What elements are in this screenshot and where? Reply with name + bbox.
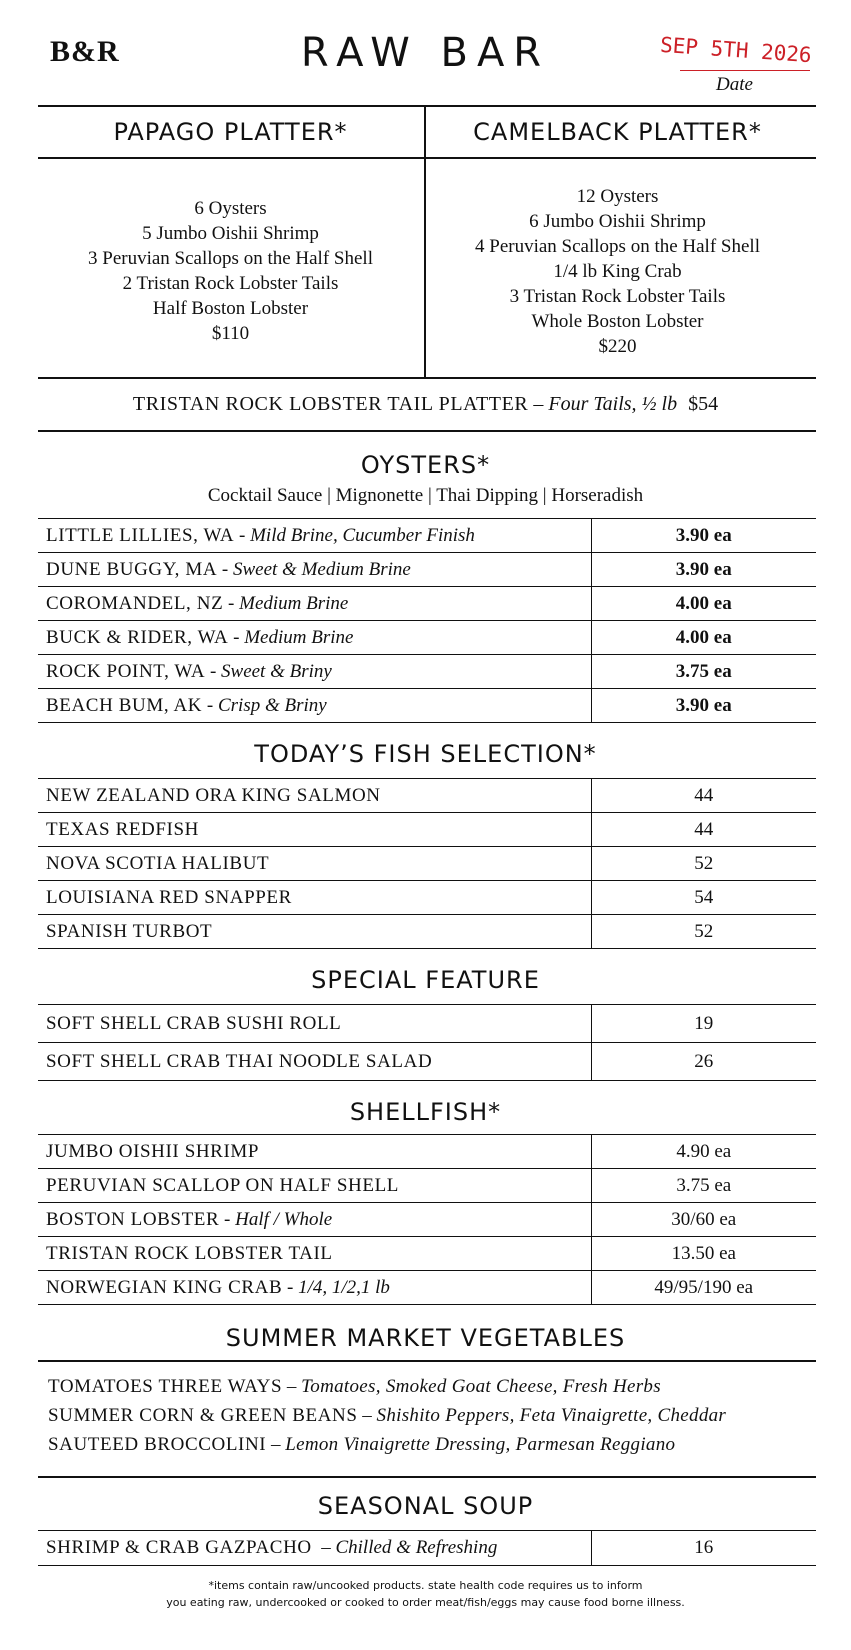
item-price: 4.00 ea [591,621,816,655]
item-price: 52 [591,847,816,881]
vegetable-item [48,1376,661,1398]
item-price: 26 [591,1043,816,1081]
item-cell [38,1531,591,1566]
section-title-vegetables: SUMMER MARKET VEGETABLES [225,1324,626,1352]
platter-title-papago: PAPAGO PLATTER* [113,118,348,146]
table-row [38,1237,816,1271]
item-price: 3.90 ea [591,689,816,723]
table-row [38,1169,816,1203]
divider [38,1476,816,1478]
oysters-table [38,518,816,723]
vegetable-item [48,1434,675,1456]
item-name: NOVA SCOTIA HALIBUT [46,852,270,874]
platter-item: 6 Jumbo Oishii Shrimp [529,211,706,232]
table-row [38,813,816,847]
divider [38,1360,816,1362]
item-price: 49/95/190 ea [591,1271,816,1305]
item-sep: - [219,1208,236,1230]
item-cell [38,1169,591,1203]
item-name: BUCK & RIDER, WA [46,626,229,648]
item-desc: Medium Brine [239,592,349,614]
fish-table [38,778,816,949]
table-row [38,1531,816,1566]
section-title-soup: SEASONAL SOUP [317,1492,534,1520]
table-row [38,553,816,587]
item-name: LITTLE LILLIES, WA [46,524,235,546]
tail-platter-line [0,393,851,416]
platter-item: 12 Oysters [576,186,659,207]
item-cell [38,1203,591,1237]
item-name: NEW ZEALAND ORA KING SALMON [46,784,381,806]
platter-item: 3 Peruvian Scallops on the Half Shell [88,248,373,269]
item-cell [38,587,591,621]
item-name: DUNE BUGGY, MA [46,558,218,580]
item-desc: Chilled & Refreshing [335,1537,498,1558]
item-price: 4.90 ea [591,1135,816,1169]
item-price: 4.00 ea [591,587,816,621]
item-desc: 1/4, 1/2,1 lb [298,1276,390,1298]
item-cell [38,813,591,847]
table-row [38,621,816,655]
platter-price: $110 [211,323,250,344]
table-row [38,1043,816,1081]
item-name: COROMANDEL, NZ [46,592,224,614]
platter-item: 3 Tristan Rock Lobster Tails [509,286,726,307]
table-row [38,1005,816,1043]
table-row [38,1203,816,1237]
item-cell [38,1237,591,1271]
tail-platter-desc: Four Tails, ½ lb [548,393,678,415]
item-cell [38,1043,591,1081]
divider [38,430,816,432]
item-price: 13.50 ea [591,1237,816,1271]
item-price: 44 [591,779,816,813]
platter-item: 1/4 lb King Crab [553,261,682,282]
item-name: LOUISIANA RED SNAPPER [46,886,292,908]
item-sep: - [234,524,251,546]
section-title-fish: TODAY’S FISH SELECTION* [254,740,597,768]
item-cell [38,553,591,587]
item-sep: - [223,592,240,614]
item-cell [38,1005,591,1043]
item-price: 3.90 ea [591,519,816,553]
table-row [38,689,816,723]
platter-price: $220 [598,336,637,357]
logo: B&R [50,35,120,68]
item-cell [38,1271,591,1305]
platter-item: 4 Peruvian Scallops on the Half Shell [475,236,760,257]
platter-item: 6 Oysters [194,198,267,219]
item-desc: Mild Brine, Cucumber Finish [250,524,475,546]
item-name: JUMBO OISHII SHRIMP [46,1140,260,1162]
divider [38,157,816,159]
item-price: 3.75 ea [591,1169,816,1203]
item-price: 16 [591,1531,816,1566]
item-cell [38,847,591,881]
date-stamp: SEP 5TH 2026 [659,32,813,68]
item-sep: - [205,660,222,682]
tail-platter-name: TRISTAN ROCK LOBSTER TAIL PLATTER [132,393,529,415]
item-cell [38,915,591,949]
footnote-line: *items contain raw/uncooked products. state health code requires us to inform [208,1579,643,1592]
item-price: 30/60 ea [591,1203,816,1237]
item-desc: Crisp & Briny [217,694,327,716]
item-name: TEXAS REDFISH [46,818,199,840]
special-table [38,1004,816,1081]
item-desc: Sweet & Medium Brine [232,558,411,580]
item-name: BEACH BUM, AK [46,694,203,716]
divider [38,105,816,107]
item-name: SHRIMP & CRAB GAZPACHO [46,1537,312,1558]
item-sep: – [282,1376,302,1397]
dash: – [533,393,544,415]
soup-table [38,1530,816,1566]
table-row [38,1135,816,1169]
table-row [38,779,816,813]
platter-item: Whole Boston Lobster [531,311,704,332]
item-price: 3.75 ea [591,655,816,689]
item-cell [38,519,591,553]
item-desc: Lemon Vinaigrette Dressing, Parmesan Reggiano [285,1434,676,1455]
item-cell [38,1135,591,1169]
table-row [38,847,816,881]
item-sep: - [202,694,218,716]
section-title-special: SPECIAL FEATURE [311,966,540,994]
item-name: SOFT SHELL CRAB SUSHI ROLL [46,1012,342,1034]
item-cell [38,779,591,813]
item-name: ROCK POINT, WA [46,660,206,682]
platter-items-camelback [425,184,810,359]
table-row [38,587,816,621]
page-title: RAW BAR [300,30,551,76]
vegetable-item [48,1405,726,1427]
item-price: 54 [591,881,816,915]
item-name: BOSTON LOBSTER [46,1208,220,1230]
divider [38,377,816,379]
date-underline [680,70,810,71]
section-title-oysters: OYSTERS* [360,451,491,479]
section-title-shellfish: SHELLFISH* [349,1098,502,1126]
item-desc: Shishito Peppers, Feta Vinaigrette, Cheddar [376,1405,727,1426]
item-cell [38,689,591,723]
item-sep: - [282,1276,299,1298]
item-name: SAUTEED BROCCOLINI [48,1434,267,1455]
item-sep: – [266,1434,286,1455]
item-price: 52 [591,915,816,949]
item-name: SUMMER CORN & GREEN BEANS [48,1405,358,1426]
shellfish-table [38,1134,816,1305]
item-desc: Half / Whole [235,1208,333,1230]
platter-item: 2 Tristan Rock Lobster Tails [122,273,339,294]
item-name: TRISTAN ROCK LOBSTER TAIL [46,1242,333,1264]
item-name: NORWEGIAN KING CRAB [46,1276,283,1298]
item-name: PERUVIAN SCALLOP ON HALF SHELL [46,1174,399,1196]
table-row [38,655,816,689]
item-price: 3.90 ea [591,553,816,587]
item-sep: - [217,558,233,580]
table-row [38,915,816,949]
tail-platter-price: $54 [688,393,719,415]
item-cell [38,621,591,655]
oyster-sauces: Cocktail Sauce | Mignonette | Thai Dipping | Horseradish [207,485,644,506]
item-cell [38,655,591,689]
table-row [38,519,816,553]
item-cell [38,881,591,915]
item-name: TOMATOES THREE WAYS [48,1376,283,1397]
footnote-line: you eating raw, undercooked or cooked to order meat/fish/eggs may cause food borne illness. [166,1596,685,1609]
item-price: 19 [591,1005,816,1043]
platter-item: 5 Jumbo Oishii Shrimp [142,223,319,244]
item-desc: Medium Brine [244,626,354,648]
item-desc: Sweet & Briny [221,660,332,682]
item-name: SOFT SHELL CRAB THAI NOODLE SALAD [46,1050,433,1072]
item-price: 44 [591,813,816,847]
item-desc: Tomatoes, Smoked Goat Cheese, Fresh Herbs [301,1376,661,1397]
platter-items-papago [38,196,423,346]
table-row [38,1271,816,1305]
platter-item: Half Boston Lobster [152,298,309,319]
date-label: Date [716,74,753,95]
item-sep: – [357,1405,377,1426]
platter-title-camelback: CAMELBACK PLATTER* [473,118,762,146]
table-row [38,881,816,915]
item-sep: - [228,626,245,648]
item-name: SPANISH TURBOT [46,920,213,942]
footnote [0,1577,851,1611]
item-sep: – [311,1537,336,1558]
